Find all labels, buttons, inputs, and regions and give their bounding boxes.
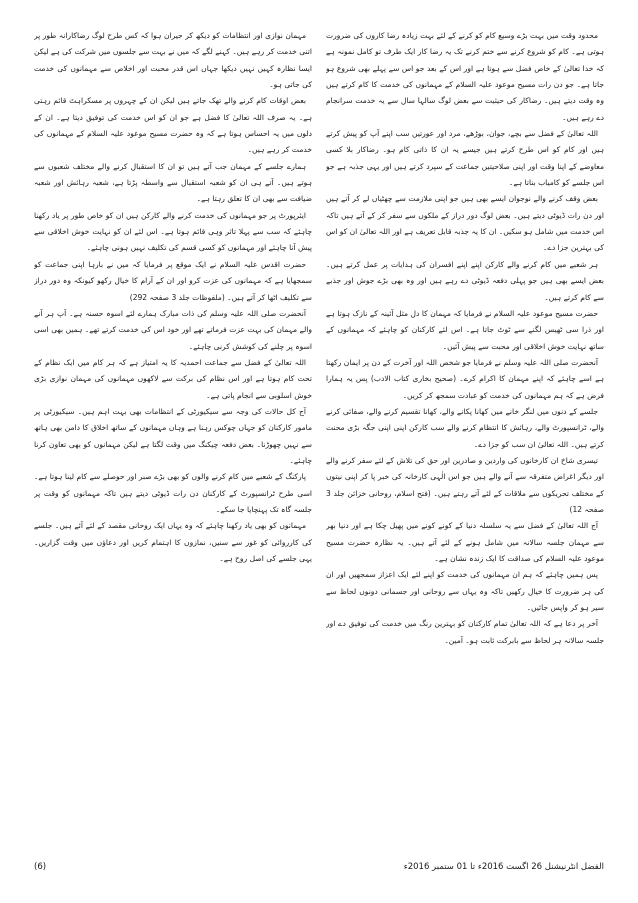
article-paragraph: اللہ تعالیٰ کے فضل سے جماعت احمدیہ کا یہ امتیاز ہے کہ ہر کام میں ایک نظام کے تحت کام ہوتا ہے اور اس نظام کی برکت سے لاکھوں مہمانوں کی مہمان نوازی بڑی خوش اسلوبی سے انجام پاتی ہے۔ [34,357,312,400]
right-column [326,28,604,846]
article-paragraph: پارکنگ کے شعبے میں کام کرنے والوں کو بھی بڑے صبر اور حوصلے سے کام لینا ہوتا ہے۔ اسی طرح ٹرانسپورٹ کے کارکنان دن رات ڈیوٹی دیتے ہیں تاکہ مہمانوں کو وقت پر جلسہ گاہ تک پہنچایا جا سکے۔ [34,472,312,514]
article-paragraph: آج اللہ تعالیٰ کے فضل سے یہ سلسلہ دنیا کے کونے کونے میں پھیل چکا ہے اور دنیا بھر سے مہمان جلسہ سالانہ میں شامل ہونے کے لئے آتے ہیں۔ یہ نظارہ حضرت مسیح موعود علیہ السلام کی صداقت کا ایک زندہ نشان ہے۔ [326,521,604,563]
article-paragraph: آج کل حالات کی وجہ سے سیکیورٹی کے انتظامات بھی بہت اہم ہیں۔ سیکیورٹی پر مامور کارکنان کو جہاں چوکس رہنا ہے وہاں مہمانوں کے ساتھ اخلاق کا دامن بھی ہاتھ سے نہیں چھوڑنا۔ بعض دفعہ چیکنگ میں وقت لگتا ہے لیکن مہمانوں کو بھی تعاون کرنا چاہئے۔ [34,406,312,465]
article-paragraph: آخر پر دعا ہے کہ اللہ تعالیٰ تمام کارکنان کو بہترین رنگ میں خدمت کی توفیق دے اور جلسہ سالانہ ہر لحاظ سے بابرکت ثابت ہو۔ آمین۔ [326,619,604,645]
article-paragraph: تیسری شاخ ان کارخانوں کی واردین و صادرین اور حق کی تلاش کے لئے سفر کرنے والے اور دیگر اغراض متفرقہ سے آنے والے ہیں جو اس الٰہی کارخانہ کی خبر پا کر اپنی نیتوں کے مختلف تحریکوں سے ملاقات کے لئے آتے رہتے ہیں۔ (فتح اسلام، روحانی خزائن جلد 3 صفحہ 12) [326,455,604,514]
article-paragraph: بعض وقف کرنے والے نوجوان ایسے بھی ہیں جو اپنی ملازمت سے چھٹیاں لے کر آتے ہیں اور دن رات ڈیوٹی دیتے ہیں۔ بعض لوگ دور دراز کے ملکوں سے سفر کر کے آتے ہیں تاکہ اس خدمت میں شامل ہو سکیں۔ ان کا یہ جذبہ قابل تعریف ہے اور اللہ تعالیٰ ان کو اس کی بہترین جزا دے۔ [326,194,604,253]
article-paragraph: بعض اوقات کام کرنے والے تھک جاتے ہیں لیکن ان کے چہروں پر مسکراہٹ قائم رہتی ہے۔ یہ صرف اللہ تعالیٰ کا فضل ہے جو ان کو اس خدمت کی توفیق دیتا ہے۔ ان کے دلوں میں یہ احساس ہوتا ہے کہ وہ حضرت مسیح موعود علیہ السلام کے مہمانوں کی خدمت کر رہے ہیں۔ [34,96,312,155]
article-paragraph: ایئرپورٹ پر جو مہمانوں کی خدمت کرنے والے کارکن ہیں ان کو خاص طور پر یاد رکھنا چاہئے کہ سب سے پہلا تاثر وہی قائم ہوتا ہے۔ اس لئے ان کو نہایت خوش اخلاقی سے پیش آنا چاہئے اور مہمانوں کو کسی قسم کی تکلیف نہیں ہونی چاہئے۔ [34,210,312,253]
article-paragraph: محدود وقت میں بہت بڑے وسیع کام کو کرنے کے لئے بہت زیادہ رضا کاروں کی ضرورت ہوتی ہے۔ کام کو شروع کرنے سے ختم کرنے تک یہ رضا کار ایک طرف تو کامل نمونہ ہے کہ خدا تعالیٰ کے خاص فضل سے ہوتا ہے اور اس کے بعد جو اس سے پہلے بھی شروع ہو جاتا ہے۔ جو دن رات مسیح موعود علیہ السلام کے مہمانوں کی خدمت کا کام کرتے ہیں وہ وقت دیتے ہیں۔ رضاکار کی حیثیت سے بعض لوگ سالہا سال سے یہ خدمت سرانجام دے رہے ہیں۔ [326,31,604,122]
article-paragraph: جلسے کے دنوں میں لنگر خانے میں کھانا پکانے والے، کھانا تقسیم کرنے والے، صفائی کرنے والے، ٹرانسپورٹ والے، رہائش کا انتظام کرنے والے سب کارکن اپنی اپنی جگہ بڑی محنت کرتے ہیں۔ اللہ تعالیٰ ان سب کو جزا دے۔ [326,406,604,449]
article-paragraph: حضرت اقدس علیہ السلام نے ایک موقع پر فرمایا کہ میں نے بارہا اپنی جماعت کو سمجھایا ہے کہ مہمانوں کی عزت کرو اور ان کے آرام کا خیال رکھو کیونکہ وہ دور دراز سے تکلیف اٹھا کر آتے ہیں۔ (ملفوظات جلد 3 صفحہ 292) [34,259,312,302]
article-paragraph: آنحضرت صلی اللہ علیہ وسلم کی ذات مبارک ہمارے لئے اسوہ حسنہ ہے۔ آپ ہر آنے والے مہمان کی بہت عزت فرماتے تھے اور خود اس کی خدمت کرتے تھے۔ ہمیں بھی اسی اسوہ پر چلنے کی کوشش کرنی چاہئے۔ [34,308,312,351]
article-columns [34,28,604,846]
article-paragraph: ہر شعبے میں کام کرنے والے کارکن اپنے اپنے افسران کی ہدایات پر عمل کرتے ہیں۔ بعض ایسے بھی ہیں جو پہلی دفعہ ڈیوٹی دے رہے ہیں اور وہ بھی بڑے جوش اور جذبے سے کام کرتے ہیں۔ [326,259,604,302]
left-column [34,28,312,846]
article-paragraph: پس ہمیں چاہئے کہ ہم ان مہمانوں کی خدمت کو اپنے لئے ایک اعزاز سمجھیں اور ان کی ہر ضرورت کا خیال رکھیں تاکہ وہ یہاں سے روحانی اور جسمانی دونوں لحاظ سے سیر ہو کر واپس جائیں۔ [326,570,604,613]
article-paragraph: اللہ تعالیٰ کے فضل سے بچے، جوان، بوڑھے، مرد اور عورتیں سب اپنے آپ کو پیش کرتے ہیں اور کام کو اس طرح کرتے ہیں جیسے یہ ان کا ذاتی کام ہو۔ رضاکار بلا کسی معاوضے کے اپنا وقت اور اپنی صلاحیتیں جماعت کے سپرد کرتے ہیں اور یہی جذبہ ہے جو اس جلسے کو کامیاب بناتا ہے۔ [326,129,604,188]
article-paragraph: حضرت مسیح موعود علیہ السلام نے فرمایا کہ مہمان کا دل مثل آئینہ کے نازک ہوتا ہے اور ذرا سی ٹھیس لگنے سے ٹوٹ جاتا ہے۔ اس لئے کارکنان کو چاہئے کہ مہمانوں کے ساتھ نہایت خوش اخلاقی اور محبت سے پیش آئیں۔ [326,308,604,351]
page-number: (6) [34,862,47,872]
article-paragraph: ہمارے جلسے کے مہمان جب آتے ہیں تو ان کا استقبال کرنے والے مختلف شعبوں سے ہوتے ہیں۔ آتے ہی ان کو شعبہ استقبال سے واسطہ پڑتا ہے، شعبہ رہائش اور شعبہ ضیافت سے بھی ان کا تعلق رہتا ہے۔ [34,161,312,204]
publication-info: الفضل انٹرنیشنل 26 اگست 2016ء تا 01 ستمبر 2016ء [403,862,604,872]
article-paragraph: مہمانوں کو بھی یاد رکھنا چاہئے کہ وہ یہاں ایک روحانی مقصد کے لئے آئے ہیں۔ جلسے کی کارروائی کو غور سے سنیں، نمازوں کا اہتمام کریں اور دعاؤں میں وقت گزاریں۔ یہی جلسے کی اصل روح ہے۔ [34,521,312,563]
page-footer [34,858,604,876]
article-paragraph: مہمان نوازی اور انتظامات کو دیکھ کر حیران ہوا کہ کس طرح لوگ رضاکارانہ طور پر اتنی خدمت کر رہے ہیں۔ کہنے لگے کہ میں نے بہت سے جلسوں میں شرکت کی ہے لیکن ایسا نظارہ کہیں نہیں دیکھا جہاں اس قدر محبت اور اخلاص سے مہمانوں کی خدمت کی جاتی ہو۔ [34,31,312,90]
article-paragraph: آنحضرت صلی اللہ علیہ وسلم نے فرمایا جو شخص اللہ اور آخرت کے دن پر ایمان رکھتا ہے اسے چاہئے کہ اپنے مہمان کا اکرام کرے۔ (صحیح بخاری کتاب الادب) پس یہ ہمارا فرض ہے کہ ہم مہمانوں کی خدمت کو عبادت سمجھ کر کریں۔ [326,357,604,400]
